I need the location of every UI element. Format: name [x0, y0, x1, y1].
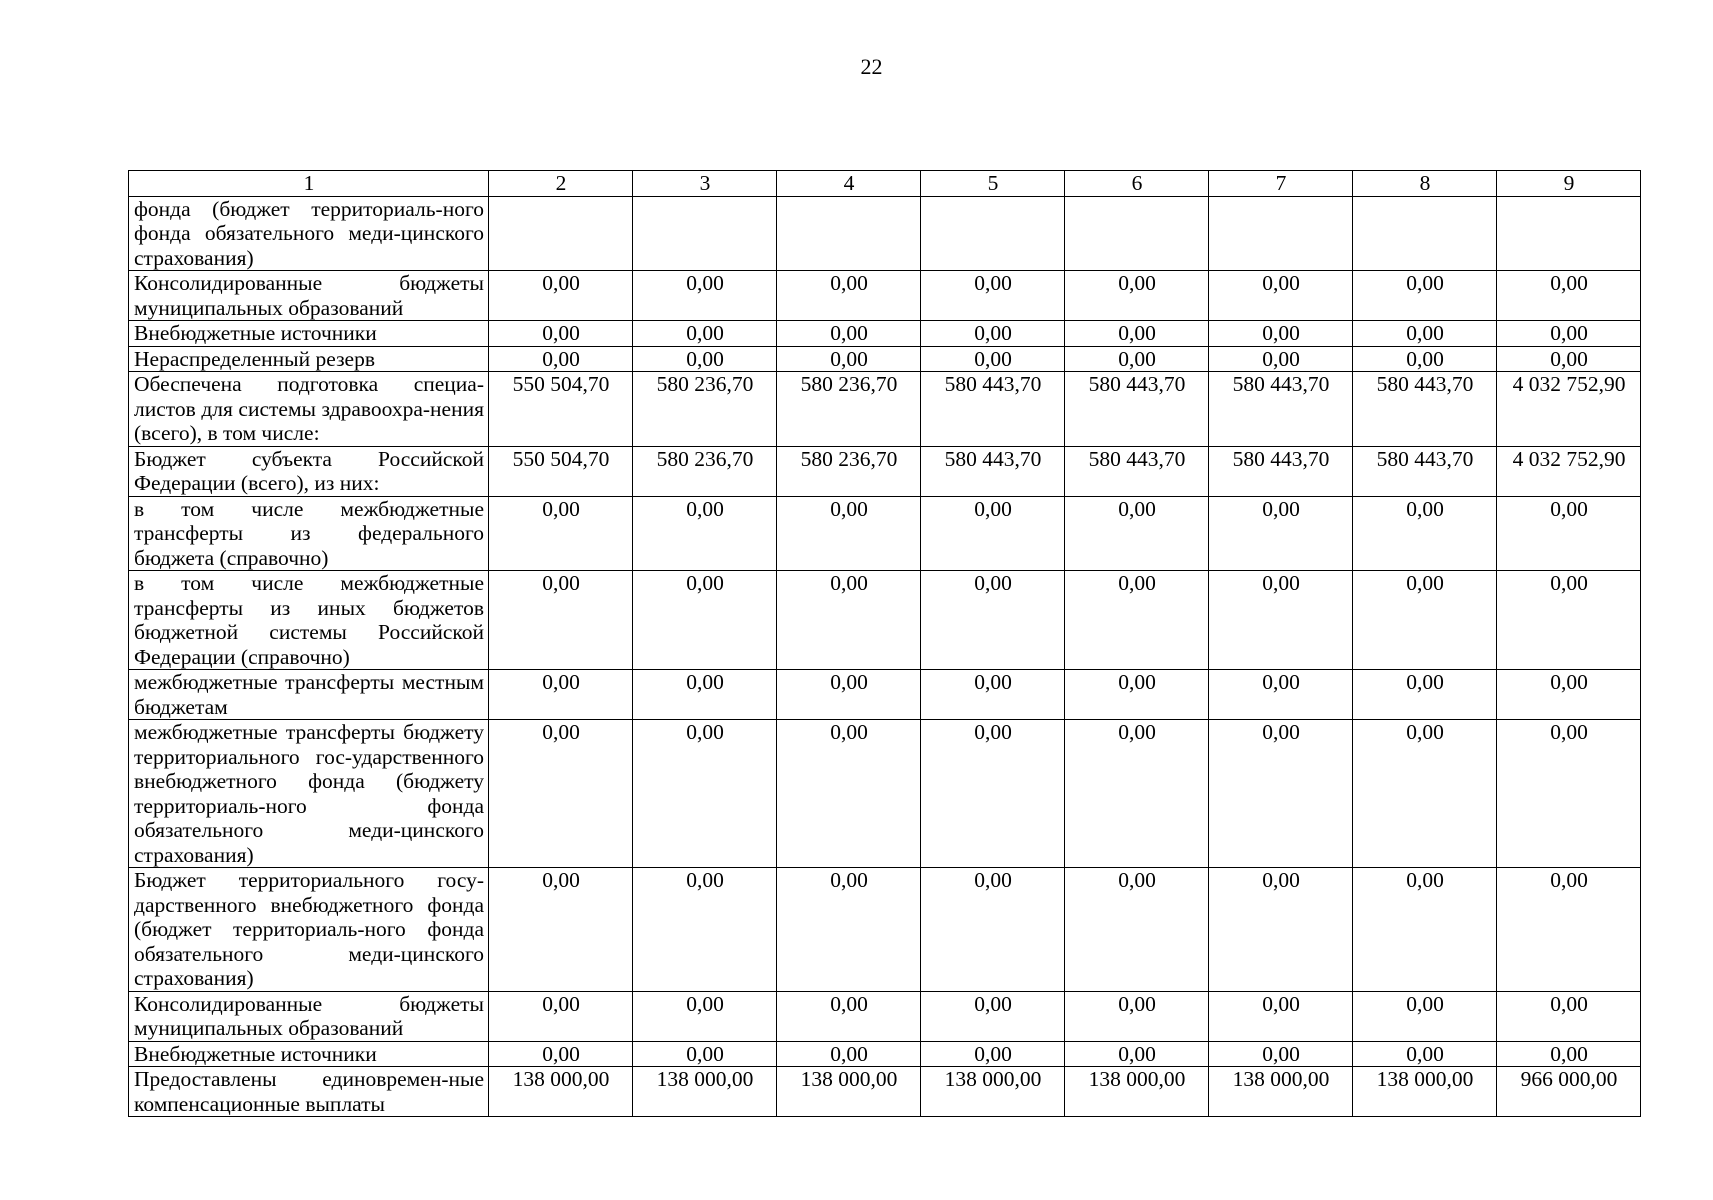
value-cell: 0,00	[777, 670, 921, 720]
column-header: 9	[1497, 171, 1641, 197]
value-cell	[921, 196, 1065, 271]
column-header: 7	[1209, 171, 1353, 197]
row-label: Предоставлены единовремен-ные компенсационные выплаты	[129, 1067, 489, 1117]
value-cell: 580 236,70	[633, 372, 777, 447]
column-header: 8	[1353, 171, 1497, 197]
value-cell: 0,00	[1497, 1041, 1641, 1067]
value-cell: 0,00	[1353, 670, 1497, 720]
value-cell: 138 000,00	[633, 1067, 777, 1117]
row-label: Консолидированные бюджеты муниципальных образований	[129, 991, 489, 1041]
value-cell: 0,00	[921, 868, 1065, 992]
column-header: 5	[921, 171, 1065, 197]
value-cell: 0,00	[921, 321, 1065, 347]
value-cell: 0,00	[777, 346, 921, 372]
row-label: фонда (бюджет территориаль-ного фонда обязательного меди-цинского страхования)	[129, 196, 489, 271]
value-cell	[1065, 196, 1209, 271]
table-row	[129, 271, 1641, 321]
value-cell: 0,00	[489, 496, 633, 571]
value-cell: 0,00	[921, 720, 1065, 868]
value-cell: 0,00	[1497, 496, 1641, 571]
value-cell: 0,00	[921, 991, 1065, 1041]
value-cell: 0,00	[1065, 720, 1209, 868]
row-label: Нераспределенный резерв	[129, 346, 489, 372]
row-label: Бюджет территориального госу-дарственного внебюджетного фонда (бюджет территориаль-ного фонда обязательного меди-цинского страхования)	[129, 868, 489, 992]
value-cell: 580 236,70	[777, 372, 921, 447]
value-cell: 0,00	[777, 1041, 921, 1067]
value-cell: 0,00	[1065, 1041, 1209, 1067]
value-cell: 0,00	[1065, 991, 1209, 1041]
table-row	[129, 321, 1641, 347]
value-cell: 4 032 752,90	[1497, 372, 1641, 447]
column-header: 1	[129, 171, 489, 197]
row-label: в том числе межбюджетные трансферты из федерального бюджета (справочно)	[129, 496, 489, 571]
value-cell: 0,00	[489, 670, 633, 720]
value-cell: 0,00	[633, 720, 777, 868]
value-cell: 966 000,00	[1497, 1067, 1641, 1117]
value-cell: 0,00	[1353, 720, 1497, 868]
value-cell: 550 504,70	[489, 446, 633, 496]
table-row	[129, 496, 1641, 571]
value-cell: 0,00	[489, 868, 633, 992]
header-row	[129, 171, 1641, 197]
value-cell: 138 000,00	[1209, 1067, 1353, 1117]
value-cell: 580 443,70	[921, 372, 1065, 447]
value-cell	[633, 196, 777, 271]
value-cell: 0,00	[633, 321, 777, 347]
budget-table	[128, 170, 1641, 1117]
value-cell: 0,00	[777, 271, 921, 321]
value-cell: 4 032 752,90	[1497, 446, 1641, 496]
value-cell: 0,00	[1497, 670, 1641, 720]
value-cell: 580 443,70	[1065, 446, 1209, 496]
row-label: в том числе межбюджетные трансферты из иных бюджетов бюджетной системы Российской Федерации (справочно)	[129, 571, 489, 670]
value-cell: 0,00	[777, 321, 921, 347]
table-body	[129, 196, 1641, 1117]
value-cell: 0,00	[633, 670, 777, 720]
value-cell: 0,00	[921, 346, 1065, 372]
value-cell: 0,00	[921, 271, 1065, 321]
value-cell: 0,00	[1497, 991, 1641, 1041]
value-cell: 0,00	[633, 571, 777, 670]
column-header: 3	[633, 171, 777, 197]
value-cell: 138 000,00	[489, 1067, 633, 1117]
value-cell: 550 504,70	[489, 372, 633, 447]
value-cell: 0,00	[777, 496, 921, 571]
value-cell: 0,00	[633, 868, 777, 992]
value-cell: 0,00	[1497, 321, 1641, 347]
value-cell: 0,00	[1497, 271, 1641, 321]
value-cell: 138 000,00	[1065, 1067, 1209, 1117]
value-cell: 580 443,70	[1065, 372, 1209, 447]
value-cell: 0,00	[1209, 1041, 1353, 1067]
page-number: 22	[860, 54, 883, 79]
column-header: 2	[489, 171, 633, 197]
value-cell: 0,00	[1065, 271, 1209, 321]
table-row	[129, 670, 1641, 720]
value-cell: 0,00	[921, 1041, 1065, 1067]
row-label: Консолидированные бюджеты муниципальных образований	[129, 271, 489, 321]
value-cell: 0,00	[1353, 346, 1497, 372]
value-cell: 0,00	[1209, 346, 1353, 372]
column-header: 6	[1065, 171, 1209, 197]
table-row	[129, 868, 1641, 992]
value-cell: 0,00	[1209, 670, 1353, 720]
value-cell: 138 000,00	[777, 1067, 921, 1117]
table-row	[129, 1041, 1641, 1067]
value-cell	[489, 196, 633, 271]
value-cell: 0,00	[489, 321, 633, 347]
value-cell: 0,00	[633, 1041, 777, 1067]
value-cell: 0,00	[489, 346, 633, 372]
value-cell	[1497, 196, 1641, 271]
row-label: Бюджет субъекта Российской Федерации (всего), из них:	[129, 446, 489, 496]
value-cell: 580 443,70	[1209, 446, 1353, 496]
value-cell: 138 000,00	[1353, 1067, 1497, 1117]
value-cell	[777, 196, 921, 271]
value-cell: 0,00	[489, 271, 633, 321]
value-cell: 0,00	[633, 991, 777, 1041]
value-cell: 0,00	[489, 991, 633, 1041]
value-cell: 580 443,70	[1353, 446, 1497, 496]
value-cell: 0,00	[777, 991, 921, 1041]
value-cell: 0,00	[1209, 571, 1353, 670]
value-cell: 0,00	[921, 571, 1065, 670]
value-cell: 0,00	[921, 496, 1065, 571]
value-cell: 0,00	[1065, 321, 1209, 347]
table-row	[129, 571, 1641, 670]
value-cell: 0,00	[1209, 271, 1353, 321]
value-cell: 580 443,70	[921, 446, 1065, 496]
value-cell: 0,00	[777, 868, 921, 992]
table-row	[129, 991, 1641, 1041]
value-cell: 0,00	[1353, 496, 1497, 571]
row-label: Внебюджетные источники	[129, 321, 489, 347]
value-cell: 0,00	[1497, 868, 1641, 992]
table-row	[129, 196, 1641, 271]
value-cell: 0,00	[1497, 346, 1641, 372]
value-cell: 0,00	[633, 346, 777, 372]
value-cell: 0,00	[489, 1041, 633, 1067]
row-label: межбюджетные трансферты местным бюджетам	[129, 670, 489, 720]
value-cell: 0,00	[1497, 571, 1641, 670]
row-label: Обеспечена подготовка специа-листов для системы здравоохра-нения (всего), в том числе:	[129, 372, 489, 447]
value-cell: 0,00	[633, 271, 777, 321]
value-cell: 580 236,70	[777, 446, 921, 496]
value-cell: 0,00	[777, 720, 921, 868]
value-cell: 0,00	[1209, 321, 1353, 347]
value-cell: 580 236,70	[633, 446, 777, 496]
value-cell: 0,00	[1353, 991, 1497, 1041]
value-cell: 0,00	[1353, 1041, 1497, 1067]
value-cell: 0,00	[1209, 720, 1353, 868]
value-cell: 0,00	[1353, 321, 1497, 347]
value-cell: 0,00	[921, 670, 1065, 720]
value-cell: 0,00	[1209, 496, 1353, 571]
value-cell: 0,00	[1065, 496, 1209, 571]
value-cell: 0,00	[1065, 670, 1209, 720]
table-row	[129, 446, 1641, 496]
value-cell: 0,00	[1353, 271, 1497, 321]
value-cell: 0,00	[489, 720, 633, 868]
value-cell: 0,00	[633, 496, 777, 571]
value-cell: 0,00	[1065, 571, 1209, 670]
value-cell: 0,00	[1353, 571, 1497, 670]
value-cell: 0,00	[1497, 720, 1641, 868]
table-row	[129, 720, 1641, 868]
row-label: межбюджетные трансферты бюджету территориального гос-ударственного внебюджетного фонда (бюджету территориаль-ного фонда обязательного меди-цинского страхования)	[129, 720, 489, 868]
value-cell	[1209, 196, 1353, 271]
value-cell: 138 000,00	[921, 1067, 1065, 1117]
value-cell: 0,00	[1209, 991, 1353, 1041]
value-cell: 0,00	[489, 571, 633, 670]
value-cell: 0,00	[1065, 346, 1209, 372]
value-cell: 0,00	[1353, 868, 1497, 992]
table-row	[129, 1067, 1641, 1117]
table-row	[129, 372, 1641, 447]
value-cell: 0,00	[1209, 868, 1353, 992]
value-cell: 580 443,70	[1209, 372, 1353, 447]
value-cell	[1353, 196, 1497, 271]
value-cell: 0,00	[777, 571, 921, 670]
row-label: Внебюджетные источники	[129, 1041, 489, 1067]
value-cell: 0,00	[1065, 868, 1209, 992]
column-header: 4	[777, 171, 921, 197]
table-header	[129, 171, 1641, 197]
table-row	[129, 346, 1641, 372]
value-cell: 580 443,70	[1353, 372, 1497, 447]
